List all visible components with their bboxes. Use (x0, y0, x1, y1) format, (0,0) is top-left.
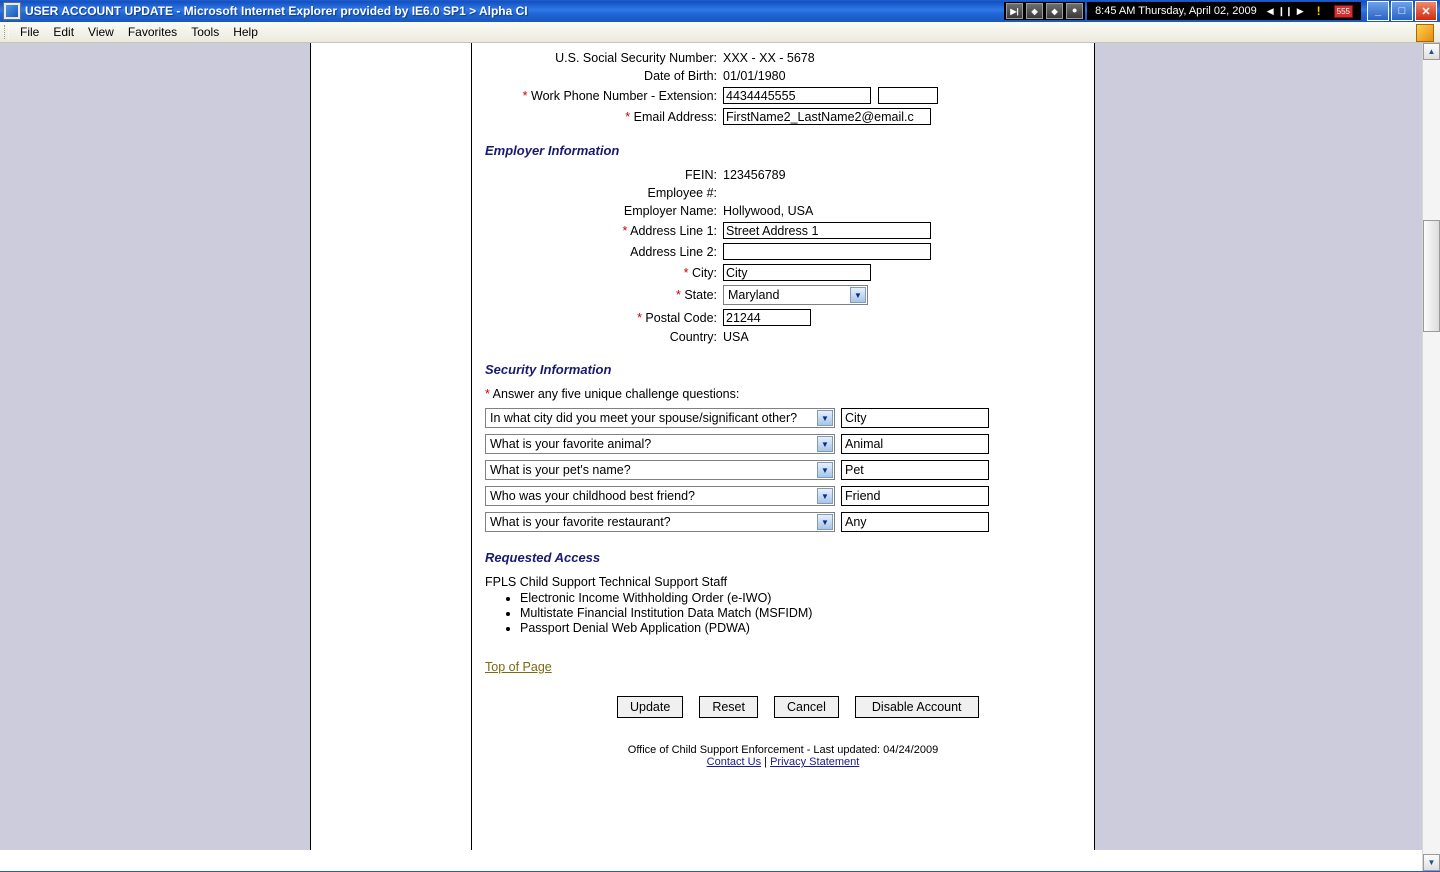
country-label: Country: (669, 330, 717, 344)
scrollbar-track[interactable] (1423, 60, 1440, 854)
challenge-answer-input-4[interactable] (841, 486, 989, 506)
menu-view[interactable]: View (88, 25, 114, 39)
work-phone-extension-input[interactable] (878, 87, 938, 104)
user-account-form (472, 43, 1094, 768)
security-information-heading: Security Information (485, 362, 612, 377)
challenge-question-select-1[interactable] (485, 408, 835, 428)
media-control-tray[interactable] (1004, 2, 1085, 20)
menu-tools[interactable]: Tools (191, 25, 220, 39)
postal-code-input[interactable] (723, 309, 811, 326)
clock-tray (1087, 2, 1361, 20)
state-select[interactable] (723, 285, 868, 305)
page-footer (472, 744, 1094, 768)
required-asterisk: * (522, 88, 528, 103)
challenge-question-value-1: In what city did you meet your spouse/significant other? (490, 411, 798, 425)
city-label (472, 266, 723, 280)
challenge-question-value-5: What is your favorite restaurant? (490, 515, 671, 529)
challenge-instruction (485, 387, 1094, 401)
left-gutter-pane (311, 43, 472, 850)
ie-document-icon (3, 2, 21, 20)
challenge-question-row (485, 486, 1094, 506)
chevron-down-icon[interactable]: ▼ (817, 436, 833, 452)
next-icon[interactable]: ▶ (1296, 5, 1304, 16)
list-item: • Multistate Financial Institution Data Match (MSFIDM) (520, 606, 1094, 620)
employer-name-label: Employer Name: (623, 204, 717, 218)
challenge-question-select-4[interactable] (485, 486, 835, 506)
menu-bar (0, 22, 1440, 43)
required-asterisk: * (485, 387, 490, 401)
ssn-label: U.S. Social Security Number: (555, 51, 717, 65)
challenge-answer-input-2[interactable] (841, 434, 989, 454)
state-select-value: Maryland (728, 288, 780, 302)
footer-links (472, 756, 1094, 768)
field-row-state (472, 285, 1094, 305)
work-phone-input[interactable] (723, 87, 871, 104)
challenge-answer-input-5[interactable] (841, 512, 989, 532)
field-row-address1 (472, 222, 1094, 239)
field-row-email (472, 108, 1094, 125)
access-list (502, 591, 1094, 635)
address2-input[interactable] (723, 243, 931, 260)
challenge-question-row (485, 460, 1094, 480)
scrollbar-thumb[interactable] (1423, 220, 1440, 332)
city-input[interactable] (723, 264, 871, 281)
fein-label: FEIN: (685, 168, 717, 182)
state-label (472, 288, 723, 302)
address2-label: Address Line 2: (630, 244, 717, 259)
dob-label: Date of Birth: (644, 69, 717, 83)
address1-label-text: Address Line 1: (630, 223, 717, 238)
window-controls[interactable] (1361, 1, 1440, 21)
field-row-address2 (472, 243, 1094, 260)
challenge-question-value-2: What is your favorite animal? (490, 437, 652, 451)
window-title-bar (0, 0, 1440, 22)
field-row-dob (472, 69, 1094, 83)
chevron-down-icon[interactable]: ▼ (817, 488, 833, 504)
work-phone-label (472, 89, 723, 103)
requested-access-heading: Requested Access (485, 550, 601, 565)
media-play-icon[interactable]: ▶| (1006, 3, 1023, 19)
employer-information-heading: Employer Information (485, 143, 620, 158)
warning-icon: ! (1316, 4, 1321, 18)
media-diamond-icon[interactable]: ◆ (1046, 3, 1063, 19)
field-row-employer-name (472, 204, 1094, 218)
required-asterisk: * (675, 288, 681, 302)
list-item: • Electronic Income Withholding Order (e-IWO) (520, 591, 1094, 605)
menu-file[interactable]: File (20, 25, 40, 39)
fein-value: 123456789 (723, 168, 786, 182)
country-value: USA (723, 330, 749, 344)
title-bar-tray (1004, 0, 1440, 22)
email-label (472, 110, 723, 124)
chevron-down-icon[interactable]: ▼ (850, 287, 866, 303)
contact-us-link[interactable]: Contact Us (706, 756, 762, 768)
challenge-question-value-3: What is your pet's name? (490, 463, 631, 477)
state-label-text: State: (684, 288, 717, 302)
work-phone-label-text: Work Phone Number - Extension: (531, 88, 717, 103)
challenge-instruction-text: Answer any five unique challenge questions: (492, 387, 740, 401)
challenge-question-value-4: Who was your childhood best friend? (490, 489, 695, 503)
update-button[interactable]: Update (617, 696, 683, 718)
clock-nav-buttons[interactable] (1267, 6, 1304, 17)
challenge-question-row (485, 434, 1094, 454)
address1-input[interactable] (723, 222, 931, 239)
minimize-button[interactable]: _ (1367, 1, 1389, 21)
close-button[interactable]: ✕ (1415, 1, 1437, 21)
clock-text: 8:45 AM Thursday, April 02, 2009 (1095, 5, 1257, 17)
challenge-question-select-5[interactable] (485, 512, 835, 532)
vertical-scrollbar[interactable] (1422, 43, 1440, 871)
required-asterisk: * (625, 109, 631, 124)
address1-label (472, 224, 723, 238)
field-row-employee-number (472, 186, 1094, 200)
window-title: USER ACCOUNT UPDATE - Microsoft Internet Explorer provided by IE6.0 SP1 > Alpha CI (25, 4, 528, 18)
browser-viewport (0, 43, 1440, 871)
employee-number-label: Employee #: (647, 186, 717, 200)
prev-icon[interactable]: ◀ (1266, 5, 1274, 16)
ie-logo-icon (1416, 24, 1434, 42)
scroll-down-icon[interactable]: ▼ (1423, 854, 1440, 871)
required-asterisk: * (622, 223, 628, 238)
email-label-text: Email Address: (633, 109, 717, 124)
cancel-button[interactable]: Cancel (774, 696, 839, 718)
email-input[interactable] (723, 108, 931, 125)
access-group-label: FPLS Child Support Technical Support Staff (485, 575, 728, 589)
city-label-text: City: (692, 265, 717, 280)
disable-account-button[interactable]: Disable Account (855, 696, 979, 718)
left-background-pane (0, 43, 311, 850)
maximize-button[interactable]: □ (1391, 1, 1413, 21)
media-shuffle-icon[interactable]: ◈ (1026, 3, 1043, 19)
reset-button[interactable]: Reset (699, 696, 758, 718)
menu-help[interactable]: Help (233, 25, 258, 39)
page-content (472, 43, 1094, 850)
list-item: • Passport Denial Web Application (PDWA) (520, 621, 1094, 635)
challenge-question-select-3[interactable] (485, 460, 835, 480)
ssn-value: XXX - XX - 5678 (723, 51, 815, 65)
pause-icon[interactable]: ❙❙ (1277, 5, 1293, 16)
media-record-icon[interactable]: ⏺ (1066, 3, 1083, 19)
menu-edit[interactable]: Edit (53, 25, 75, 39)
alert-badge: 555 (1334, 5, 1353, 18)
postal-code-label-text: Postal Code: (645, 310, 717, 325)
footer-link-separator: | (764, 756, 767, 768)
field-row-fein (472, 168, 1094, 182)
challenge-question-row (485, 408, 1094, 428)
form-button-row (617, 696, 1094, 718)
employer-name-value: Hollywood, USA (723, 204, 814, 218)
challenge-question-row (485, 512, 1094, 532)
privacy-statement-link[interactable]: Privacy Statement (770, 756, 860, 768)
challenge-answer-input-3[interactable] (841, 460, 989, 480)
dob-value: 01/01/1980 (723, 69, 786, 83)
menu-favorites[interactable]: Favorites (127, 25, 178, 39)
chevron-down-icon[interactable]: ▼ (817, 514, 833, 530)
field-row-ssn (472, 51, 1094, 65)
right-background-pane (1094, 43, 1422, 850)
challenge-answer-input-1[interactable] (841, 408, 989, 428)
required-asterisk: * (683, 265, 689, 280)
field-row-city (472, 264, 1094, 281)
scroll-up-icon[interactable]: ▲ (1423, 43, 1440, 60)
field-row-country (472, 330, 1094, 344)
challenge-question-select-2[interactable] (485, 434, 835, 454)
postal-code-label (472, 311, 723, 325)
field-row-work-phone (472, 87, 1094, 104)
field-row-postal-code (472, 309, 1094, 326)
required-asterisk: * (637, 310, 642, 325)
top-of-page-link[interactable]: Top of Page (485, 660, 552, 674)
chevron-down-icon[interactable]: ▼ (817, 462, 833, 478)
chevron-down-icon[interactable]: ▼ (817, 410, 833, 426)
menu-drag-grip[interactable] (4, 25, 9, 39)
footer-text: Office of Child Support Enforcement - Last updated: 04/24/2009 (627, 744, 939, 756)
